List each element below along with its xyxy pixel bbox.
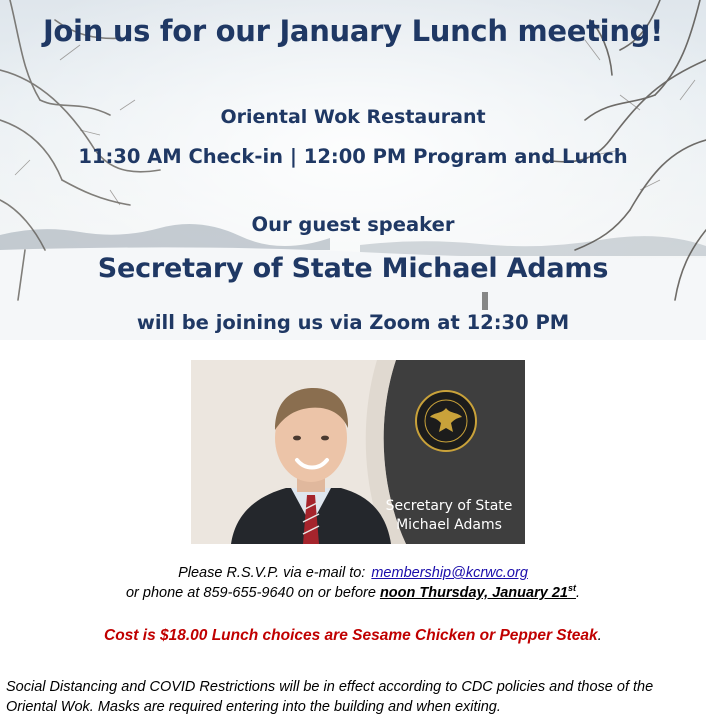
rsvp-deadline-suffix: st <box>567 583 576 594</box>
guest-speaker-label: Our guest speaker <box>251 213 455 236</box>
zoom-note: will be joining us via Zoom at 12:30 PM <box>136 311 570 334</box>
venue-name: Oriental Wok Restaurant <box>220 106 486 128</box>
rsvp-phone-text: or phone at 859-655-9640 on or before <box>125 585 380 601</box>
event-title: Join us for our January Lunch meeting! <box>42 14 664 48</box>
event-times: 11:30 AM Check-in | 12:00 PM Program and Lunch <box>78 145 628 168</box>
card-caption-name: Michael Adams <box>396 517 502 533</box>
covid-notice: Social Distancing and COVID Restrictions will be in effect according to CDC policies and those of the Oriental Wok. Masks are required entering into the building and when exiting. <box>6 679 654 715</box>
guest-speaker-name: Secretary of State Michael Adams <box>97 253 609 284</box>
rsvp-email-link[interactable]: membership@kcrwc.org <box>371 565 528 581</box>
rsvp-line <box>0 565 706 581</box>
kentucky-secretary-of-state-seal-icon <box>415 390 477 452</box>
card-caption-title: Secretary of State <box>385 498 513 514</box>
speaker-card <box>191 360 525 544</box>
rsvp-phone-line <box>0 585 706 601</box>
rsvp-prefix: Please R.S.V.P. via e-mail to: <box>178 565 366 581</box>
rsvp-deadline <box>380 585 576 601</box>
rsvp-deadline-text: noon Thursday, January 21 <box>379 585 568 601</box>
winter-tree-background <box>0 0 706 340</box>
cost-text: Cost is $18.00 Lunch choices are Sesame Chicken or Pepper Steak <box>104 627 598 644</box>
cost-line <box>0 627 706 645</box>
hero-banner <box>0 0 706 340</box>
cost-end-period: . <box>597 627 602 644</box>
rsvp-end-period: . <box>575 585 580 601</box>
